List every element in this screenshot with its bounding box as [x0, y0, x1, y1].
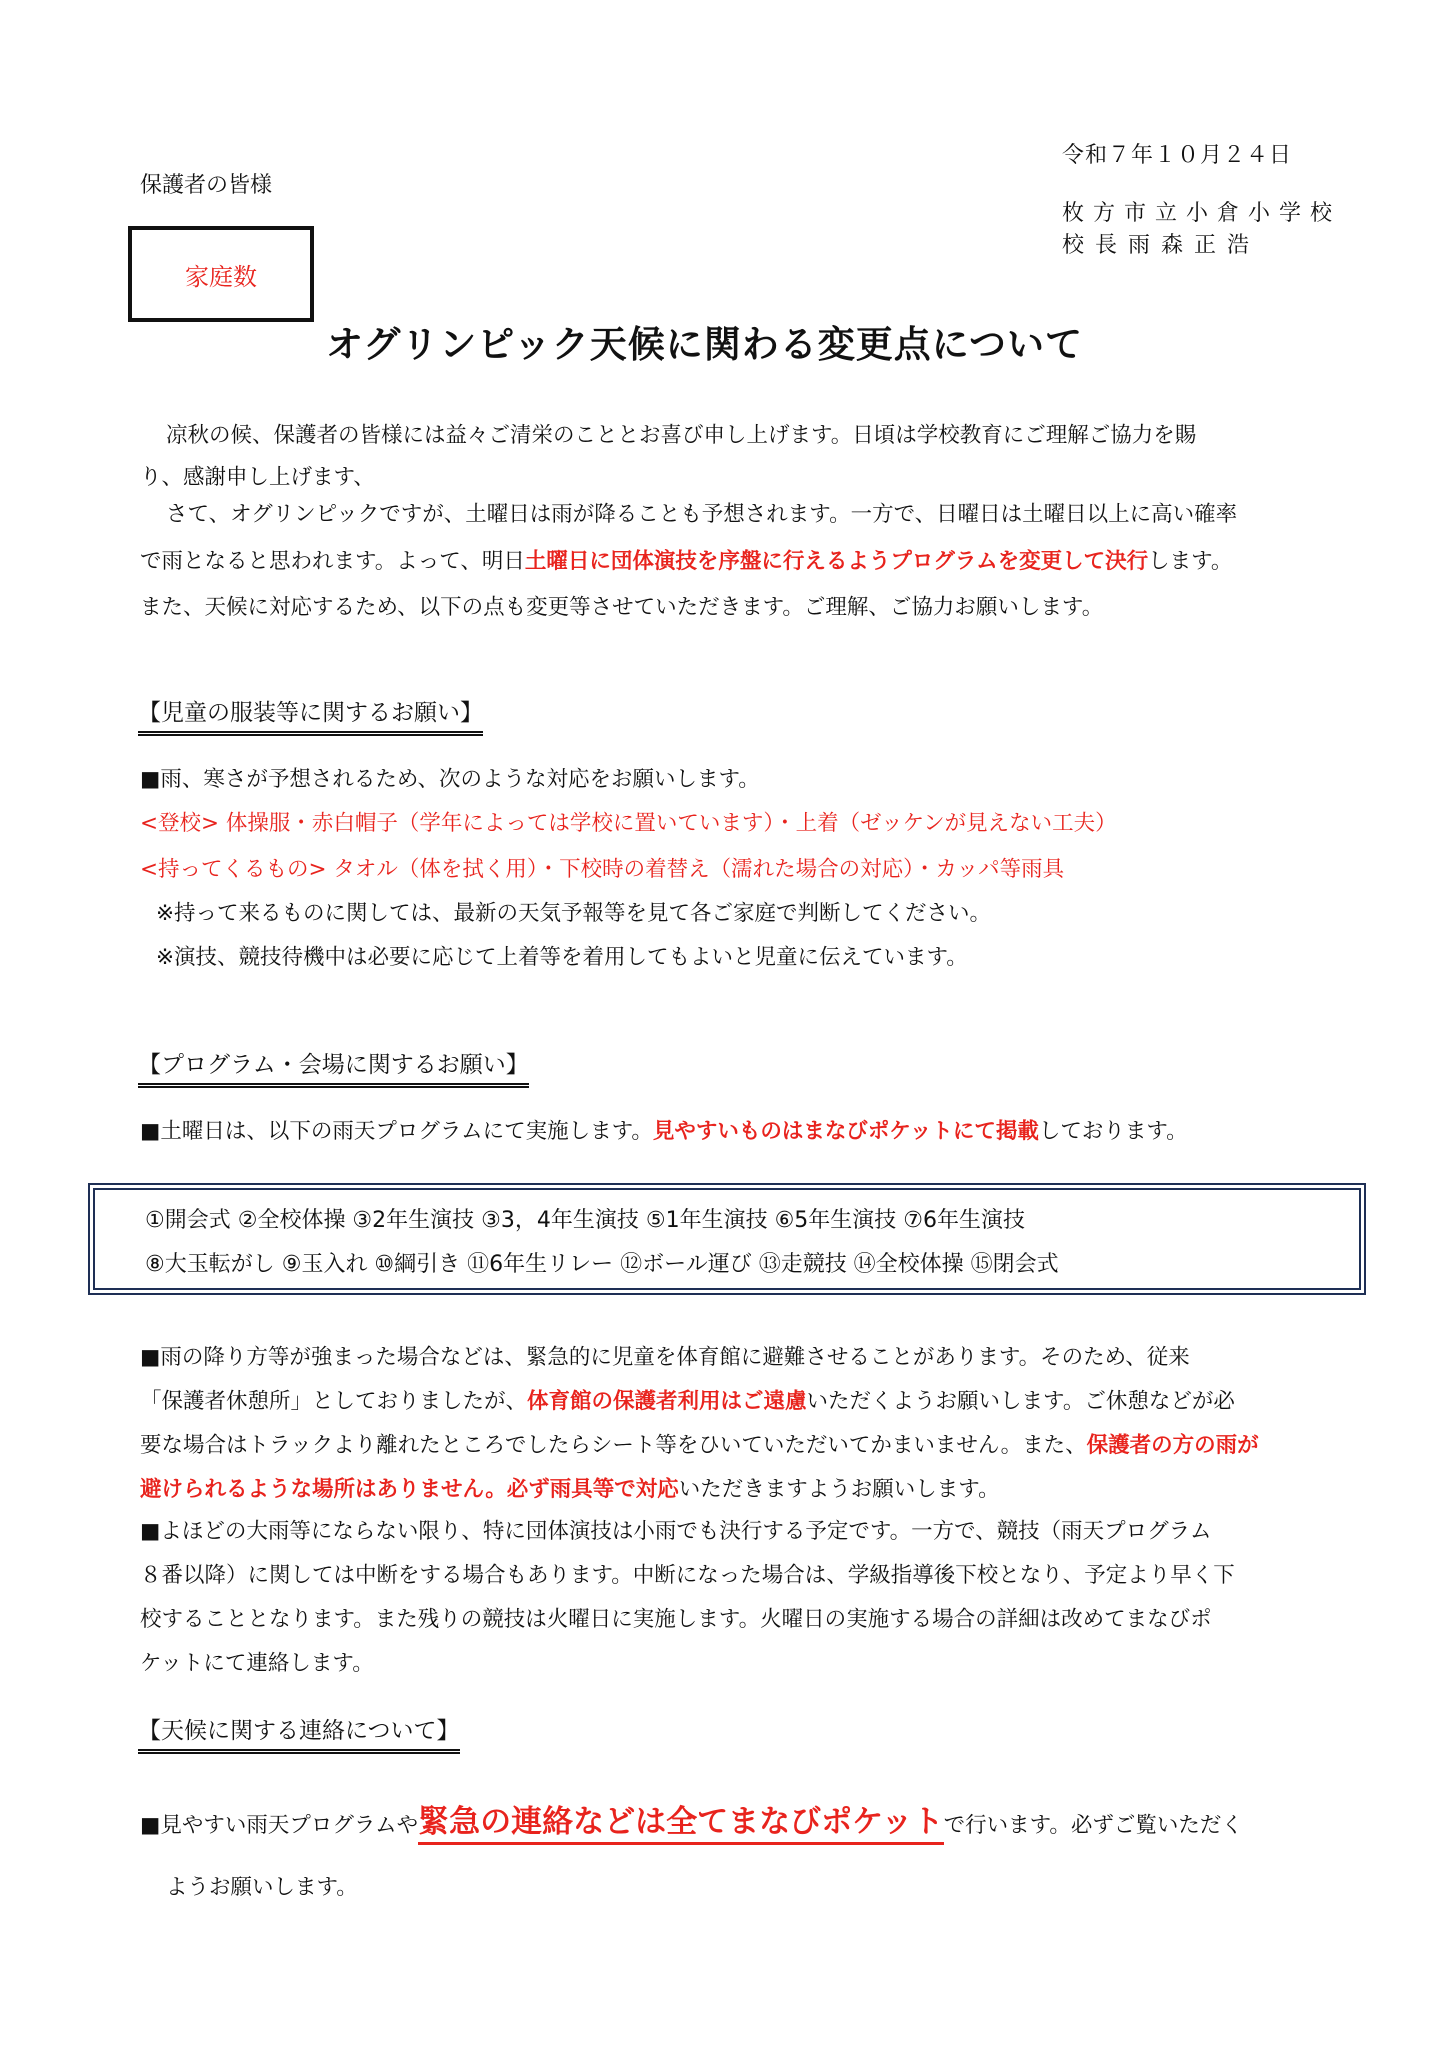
household-tag-label: 家庭数	[185, 262, 257, 291]
venue-line-2	[140, 1384, 1235, 1415]
school-name: 枚方市立小倉小学校	[1062, 201, 1342, 226]
section-heading-clothing: 【児童の服装等に関するお願い】	[138, 694, 483, 736]
document-date: 令和７年１０月２４日	[1062, 143, 1293, 168]
contact-line-1	[140, 1796, 1243, 1841]
contact-line-1-tail: で行います。必ずご覧いただく	[943, 1813, 1243, 1838]
intro-line-4-tail: します。	[1148, 549, 1233, 574]
contact-emphasis: 緊急の連絡などは全てまなびポケット	[418, 1804, 943, 1845]
intro-line-4-text: で雨となると思われます。よって、明日	[140, 549, 525, 574]
program-list-line-1: ①開会式 ②全校体操 ③2年生演技 ③3，4年生演技 ⑤1年生演技 ⑥5年生演技 ⑦6年生演技	[145, 1208, 1026, 1233]
intro-line-4	[140, 544, 1232, 575]
section-heading-program: 【プログラム・会場に関するお願い】	[138, 1046, 529, 1088]
weather-line-4: ケットにて連絡します。	[140, 1651, 374, 1676]
venue-line-1: ■雨の降り方等が強まった場合などは、緊急的に児童を体育館に避難させることがあります。そのため、従来	[140, 1345, 1190, 1370]
principal-name: 校 長 雨 森 正 浩	[1062, 233, 1251, 258]
section-heading-contact: 【天候に関する連絡について】	[138, 1712, 460, 1754]
venue-emphasis-gym: 体育館の保護者利用はご遠慮	[527, 1389, 807, 1414]
weather-line-2: ８番以降）に関しては中断をする場合もあります。中断になった場合は、学級指導後下校となり、予定より早く下	[140, 1563, 1235, 1588]
rain-program-inner-frame	[93, 1188, 1361, 1290]
clothing-line-1: ■雨、寒さが予想されるため、次のような対応をお願いします。	[140, 767, 760, 792]
venue-line-2-text: 「保護者休憩所」としておりましたが、	[140, 1389, 528, 1414]
intro-line-2: り、感謝申し上げます、	[140, 465, 375, 490]
venue-line-3-text: 要な場合はトラックより離れたところでしたらシート等をひいていただいてかまいません。また、	[140, 1433, 1087, 1458]
venue-line-4-tail: いただきますようお願いします。	[678, 1477, 1000, 1502]
program-intro-text: ■土曜日は、以下の雨天プログラムにて実施します。	[140, 1119, 653, 1144]
program-intro-tail: しております。	[1038, 1119, 1188, 1144]
clothing-line-commute: <登校> 体操服・赤白帽子（学年によっては学校に置いています）・上着（ゼッケンが見えない工夫）	[140, 811, 1117, 836]
clothing-note-1: ※持って来るものに関しては、最新の天気予報等を見て各ご家庭で判断してください。	[156, 901, 992, 926]
addressee: 保護者の皆様	[140, 173, 273, 198]
intro-line-1: 凉秋の候、保護者の皆様には益々ご清栄のこととお喜び申し上げます。日頃は学校教育にご理解ご協力を賜	[166, 423, 1197, 448]
contact-line-1-text: ■見やすい雨天プログラムや	[140, 1813, 419, 1838]
intro-line-3: さて、オグリンピックですが、土曜日は雨が降ることも予想されます。一方で、日曜日は土曜日以上に高い確率	[166, 502, 1238, 527]
clothing-note-2: ※演技、競技待機中は必要に応じて上着等を着用してもよいと児童に伝えています。	[156, 945, 968, 970]
intro-emphasis: 土曜日に団体演技を序盤に行えるようプログラムを変更して決行	[524, 549, 1149, 574]
venue-line-4	[140, 1472, 1000, 1503]
venue-line-2-tail: いただくようお願いします。ご休憩などが必	[806, 1389, 1235, 1414]
venue-emphasis-rain-2: 避けられるような場所はありません。必ず雨具等で対応	[140, 1477, 679, 1502]
weather-line-3: 校することとなります。また残りの競技は火曜日に実施します。火曜日の実施する場合の詳細は改めてまなびポ	[140, 1607, 1212, 1632]
venue-emphasis-rain-1: 保護者の方の雨が	[1086, 1433, 1259, 1458]
venue-line-3	[140, 1428, 1259, 1459]
contact-line-2: ようお願いします。	[166, 1875, 358, 1900]
program-list-line-2: ⑧大玉転がし ⑨玉入れ ⑩綱引き ⑪6年生リレー ⑫ボール運び ⑬走競技 ⑭全校体操 ⑮閉会式	[145, 1252, 1059, 1277]
weather-line-1: ■よほどの大雨等にならない限り、特に団体演技は小雨でも決行する予定です。一方で、競技（雨天プログラム	[140, 1519, 1212, 1544]
clothing-line-bring: <持ってくるもの> タオル（体を拭く用）・下校時の着替え（濡れた場合の対応）・カッパ等雨具	[140, 857, 1065, 882]
intro-line-5: また、天候に対応するため、以下の点も変更等させていただきます。ご理解、ご協力お願いします。	[140, 595, 1104, 620]
page-title: オグリンピック天候に関わる変更点について	[326, 323, 1084, 366]
household-tag-box	[128, 226, 314, 322]
program-intro-emphasis: 見やすいものはまなびポケットにて掲載	[652, 1119, 1039, 1144]
rain-program-box	[88, 1183, 1366, 1295]
program-intro-line	[140, 1114, 1188, 1145]
